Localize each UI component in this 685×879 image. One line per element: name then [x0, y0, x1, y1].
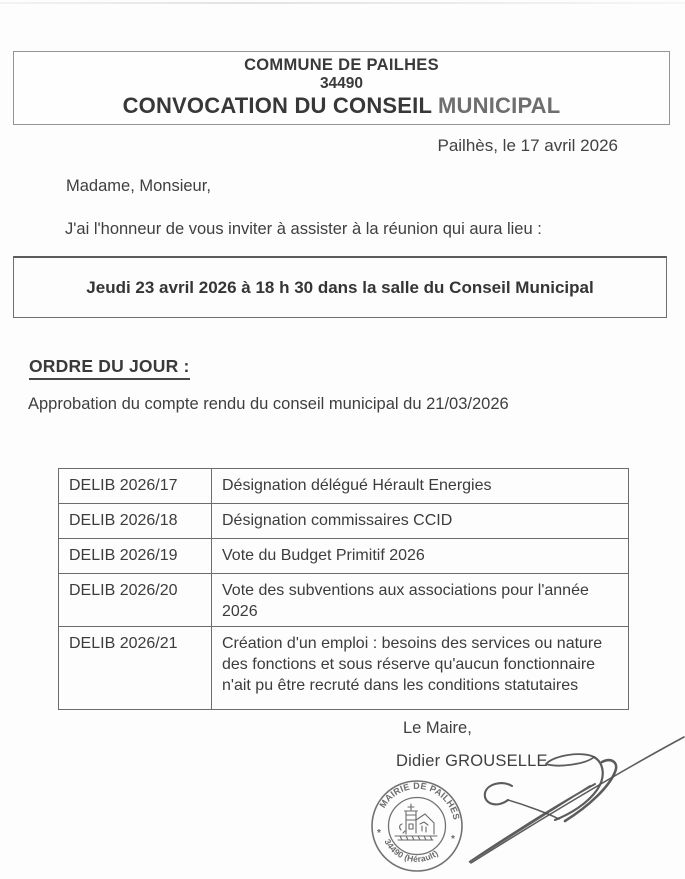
scan-artifact-line [0, 2, 685, 4]
delib-subject: Désignation commissaires CCID [212, 504, 629, 539]
document-title [14, 92, 669, 119]
mayor-stamp [368, 778, 468, 878]
closing-name: Didier GROUSELLE [396, 752, 548, 770]
stamp-bottom-text: 34490 (Hérault) [382, 837, 441, 865]
document-title-faded-word: MUNICIPAL [438, 93, 561, 118]
stamp-left-star: * [377, 828, 381, 839]
delib-ref: DELIB 2026/20 [59, 574, 212, 627]
meeting-banner: Jeudi 23 avril 2026 à 18 h 30 dans la salle du Conseil Municipal [13, 256, 667, 318]
date-line: Pailhès, le 17 avril 2026 [437, 136, 618, 155]
agenda-table [58, 468, 629, 710]
letterhead-box [13, 51, 670, 125]
stamp-top-text-holder [377, 781, 461, 821]
agenda-approval-line: Approbation du compte rendu du conseil municipal du 21/03/2026 [28, 395, 509, 413]
table-row [59, 627, 629, 710]
delib-subject: Vote des subventions aux associations pour l'année 2026 [212, 574, 629, 627]
agenda-heading: ORDRE DU JOUR : [29, 356, 190, 380]
table-row [59, 504, 629, 539]
stamp-right-star: * [451, 834, 455, 845]
stamp-village-sketch-icon [395, 804, 437, 840]
commune-name: COMMUNE DE PAILHES [244, 56, 439, 74]
table-row [59, 469, 629, 504]
delib-ref: DELIB 2026/18 [59, 504, 212, 539]
intro-line: J'ai l'honneur de vous inviter à assister à la réunion qui aura lieu : [65, 220, 542, 238]
delib-ref: DELIB 2026/21 [59, 627, 212, 710]
delib-subject: Vote du Budget Primitif 2026 [212, 539, 629, 574]
stamp-bottom-text-holder [383, 837, 441, 864]
delib-ref: DELIB 2026/19 [59, 539, 212, 574]
table-row [59, 539, 629, 574]
delib-subject: Création d'un emploi : besoins des services ou nature des fonctions et sous réserve qu'aucun fonctionnaire n'ait pu être recruté dans les conditions statutaires [212, 627, 629, 710]
stamp-top-text: MAIRIE DE PAILHES [377, 780, 462, 821]
postal-code: 34490 [319, 75, 364, 92]
signature-scrawl [455, 729, 685, 874]
salutation: Madame, Monsieur, [66, 177, 211, 195]
closing-role: Le Maire, [403, 719, 472, 737]
document-title-main: CONVOCATION DU CONSEIL [122, 93, 439, 118]
delib-ref: DELIB 2026/17 [59, 469, 212, 504]
delib-subject: Désignation délégué Hérault Energies [212, 469, 629, 504]
table-row [59, 574, 629, 627]
